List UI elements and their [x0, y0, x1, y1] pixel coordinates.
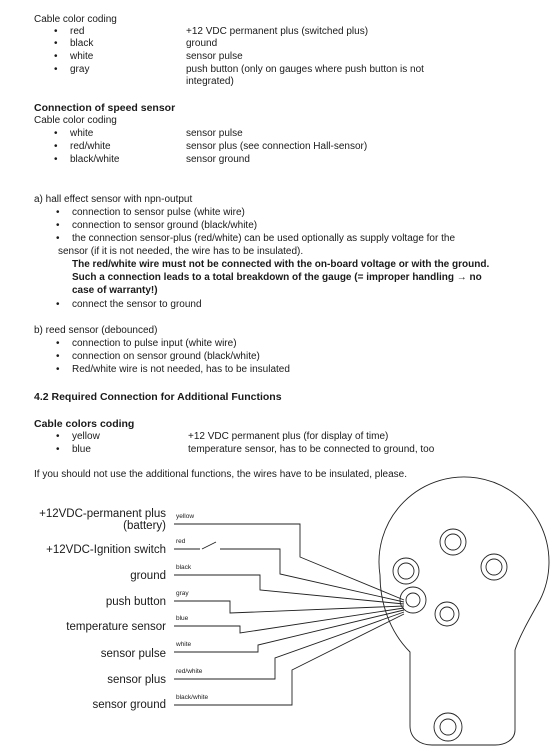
reed-item: • connection to pulse input (white wire) — [72, 338, 237, 350]
label-permanent-plus: +12VDC-permanent plus — [39, 508, 166, 520]
wire-red — [220, 549, 404, 602]
cable-desc-red: +12 VDC permanent plus (switched plus) — [186, 26, 369, 37]
hall-item-last: • connect the sensor to ground — [72, 299, 202, 311]
label-ignition-switch: +12VDC-Ignition switch — [46, 544, 166, 556]
tag-red: red — [176, 538, 186, 545]
wire-redwhite — [174, 612, 404, 679]
wire-yellow — [174, 524, 404, 600]
gauge-hole — [435, 602, 459, 626]
cable-coding-title: Cable color coding — [34, 14, 117, 25]
reed-sensor-title: b) reed sensor (debounced) — [34, 325, 158, 336]
label-battery: (battery) — [123, 520, 166, 532]
cable-color-red: • red — [70, 26, 84, 38]
additional-color-yellow: • yellow — [72, 431, 100, 443]
speed-color-white: • white — [70, 128, 93, 140]
tag-black: black — [176, 564, 192, 571]
tag-blue: blue — [176, 615, 189, 622]
cable-color-black: • black — [70, 38, 93, 50]
label-sensor-plus: sensor plus — [107, 674, 166, 686]
reed-item: • Red/white wire is not needed, has to be insulated — [72, 364, 290, 376]
speed-desc-redwhite: sensor plus (see connection Hall-sensor) — [186, 141, 368, 152]
label-sensor-ground: sensor ground — [92, 699, 166, 711]
tag-gray: gray — [176, 590, 189, 597]
gauge-hole — [440, 719, 456, 735]
speed-desc-white: sensor pulse — [186, 128, 243, 139]
reed-item: • connection on sensor ground (black/white) — [72, 351, 260, 363]
cable-desc-gray: push button (only on gauges where push button is not — [186, 64, 424, 75]
cable-desc-gray-cont: integrated) — [186, 76, 234, 87]
hall-item-cont: sensor (if it is not needed, the wire has to be insulated). — [58, 246, 304, 257]
gauge-hole — [486, 559, 502, 575]
cable-color-gray: • gray — [70, 64, 89, 76]
hall-warning-line: Such a connection leads to a total breakdown of the gauge (= improper handling → no — [72, 272, 482, 283]
wire-gray — [174, 601, 404, 613]
tag-yellow: yellow — [176, 513, 195, 520]
gauge-hole — [434, 713, 462, 741]
gauge-outline — [379, 477, 549, 745]
label-sensor-pulse: sensor pulse — [100, 648, 166, 660]
wire-black — [174, 575, 404, 604]
speed-coding-title: Cable color coding — [34, 115, 117, 126]
cable-desc-white: sensor pulse — [186, 51, 243, 62]
speed-sensor-heading: Connection of speed sensor — [34, 102, 176, 114]
tag-redwhite: red/white — [176, 668, 203, 675]
speed-color-blackwhite: • black/white — [70, 154, 119, 166]
gauge-connector — [406, 593, 420, 607]
additional-desc-yellow: +12 VDC permanent plus (for display of time) — [188, 431, 389, 442]
hall-item: • connection to sensor ground (black/white) — [72, 220, 257, 232]
hall-item: • connection to sensor pulse (white wire) — [72, 207, 245, 219]
cable-desc-black: ground — [186, 38, 218, 49]
additional-desc-blue: temperature sensor, has to be connected to ground, too — [188, 444, 435, 455]
cable-color-white: • white — [70, 51, 93, 63]
tag-blackwhite: black/white — [176, 694, 209, 701]
wire-blackwhite — [174, 614, 404, 705]
hall-sensor-title: a) hall effect sensor with npn-output — [34, 194, 193, 205]
hall-warning-line: case of warranty!) — [72, 285, 158, 296]
gauge-hole — [440, 607, 454, 621]
hall-item: • the connection sensor-plus (red/white) can be used optionally as supply voltage for the — [72, 233, 455, 245]
tag-white: white — [176, 641, 192, 648]
additional-color-blue: • blue — [72, 444, 91, 456]
additional-coding-title: Cable colors coding — [34, 418, 135, 430]
label-temperature-sensor: temperature sensor — [66, 621, 166, 633]
gauge-hole — [445, 534, 461, 550]
switch-lever — [202, 542, 216, 549]
hall-warning-line: The red/white wire must not be connected with the on-board voltage or with the ground. — [72, 259, 490, 270]
gauge-hole — [398, 563, 414, 579]
additional-heading: 4.2 Required Connection for Additional Functions — [34, 391, 282, 403]
label-ground: ground — [130, 570, 166, 582]
additional-note: If you should not use the additional functions, the wires have to be insulated, please. — [34, 469, 408, 480]
wire-blue — [174, 608, 404, 633]
speed-color-redwhite: • red/white — [70, 141, 111, 153]
label-push-button: push button — [105, 596, 166, 608]
speed-desc-blackwhite: sensor ground — [186, 154, 250, 165]
gauge-hole — [481, 554, 507, 580]
gauge-hole — [393, 558, 419, 584]
gauge-hole — [440, 529, 466, 555]
